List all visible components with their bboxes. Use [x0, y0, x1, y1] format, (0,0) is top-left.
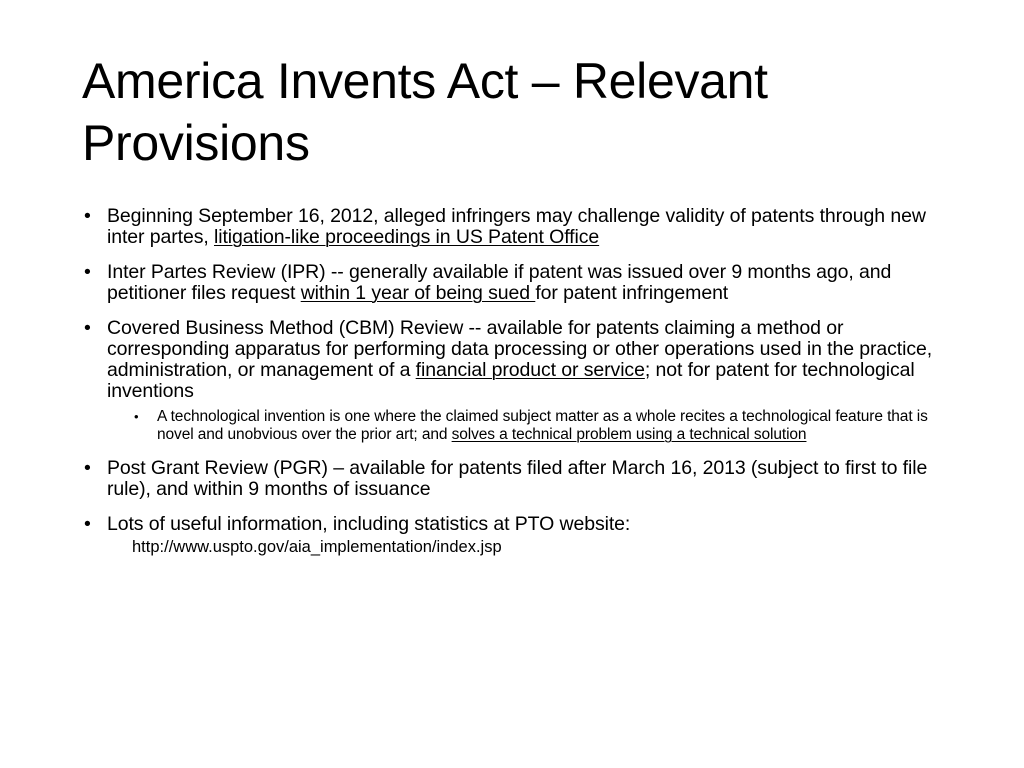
bullet-text: Covered Business Method (CBM) Review -- available for patents claiming a method or corresponding apparatus for performing data processing or other operations used in the practice, administration, or management of a: [107, 317, 933, 381]
bullet-text-tail: for patent infringement: [535, 282, 729, 304]
underlined-phrase: financial product or service: [415, 359, 645, 381]
sub-bullet-text: A technological invention is one where the claimed subject matter as a whole recites a technological feature that is novel and unobvious over the prior art; and: [157, 408, 928, 443]
slide-title: America Invents Act – Relevant Provisions: [82, 53, 768, 171]
bullet-icon: •: [84, 261, 91, 283]
bullet-icon: •: [84, 513, 91, 535]
bullet-text: Lots of useful information, including statistics at PTO website:: [107, 513, 631, 535]
bullet-icon: •: [84, 205, 91, 227]
underlined-phrase: litigation-like proceedings in US Patent Office: [213, 226, 600, 248]
bullet-icon: •: [84, 457, 91, 479]
pto-website-url: http://www.uspto.gov/aia_implementation/index.jsp: [132, 538, 502, 556]
bullet-item-2: [82, 262, 942, 304]
slide-body: [82, 206, 942, 557]
sub-bullet-icon: •: [134, 409, 139, 424]
bullet-item-3: [82, 318, 942, 402]
bullet-icon: •: [84, 317, 91, 339]
bullet-item-5: [82, 514, 942, 535]
bullet-text-tail: ; not for patent for technological inventions: [107, 359, 915, 402]
bullet-text: Post Grant Review (PGR) – available for patents filed after March 16, 2013 (subject to first to file rule), and within 9 months of issuance: [107, 457, 928, 500]
bullet-text: Beginning September 16, 2012, alleged infringers may challenge validity of patents through new inter partes,: [107, 205, 926, 248]
bullet-item-1: [82, 206, 942, 248]
bullet-text: Inter Partes Review (IPR) -- generally available if patent was issued over 9 months ago, and petitioner files request: [107, 261, 892, 304]
underlined-phrase: within 1 year of being sued: [300, 282, 536, 304]
bullet-item-4: [82, 458, 942, 500]
sub-bullet-item: [134, 408, 942, 444]
underlined-phrase: solves a technical problem using a technical solution: [451, 426, 807, 443]
